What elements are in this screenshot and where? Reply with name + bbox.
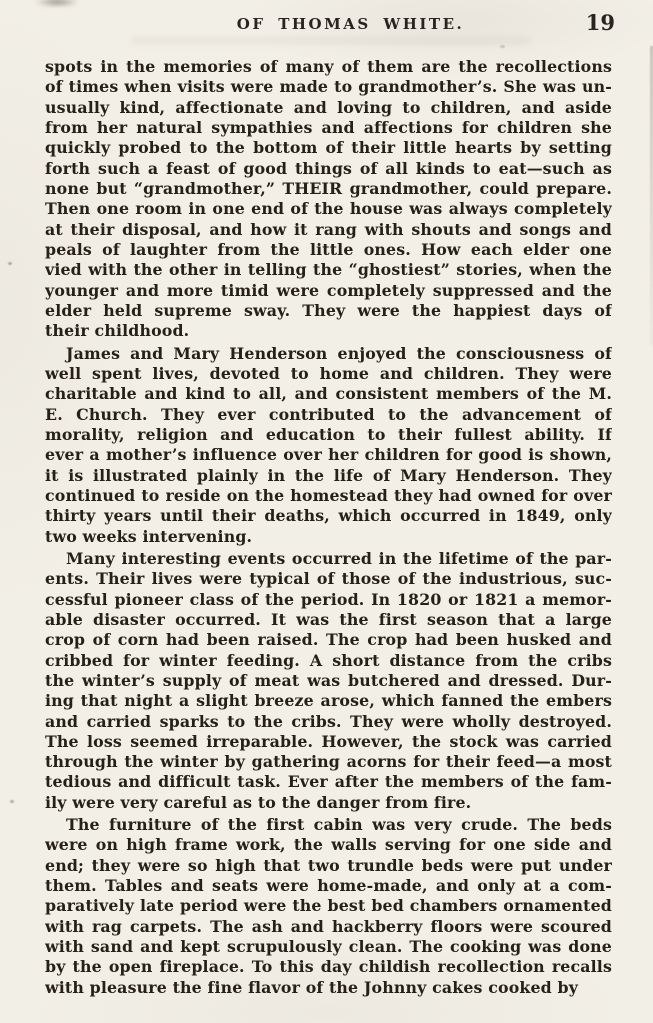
text-line: it is illustrated plainly in the life of Mary Henderson. They — [45, 465, 612, 485]
text-line: Then one room in one end of the house was always completely — [45, 199, 612, 219]
text-line: The furniture of the first cabin was very crude. The beds — [66, 815, 612, 835]
text-line: and carried sparks to the cribs. They were wholly destroyed. — [45, 711, 612, 731]
text-line: continued to reside on the homestead they had owned for over — [45, 485, 612, 505]
paragraph — [45, 57, 612, 342]
text-line: charitable and kind to all, and consistent members of the M. — [45, 384, 612, 404]
text-line: two weeks intervening. — [45, 526, 253, 546]
scan-speck — [10, 800, 14, 803]
page-number: 19 — [585, 10, 615, 35]
text-line: by the open fireplace. To this day childish recollection recalls — [45, 957, 612, 977]
text-line: paratively late period were the best bed chambers ornamented — [45, 896, 612, 916]
scan-speck — [500, 45, 505, 48]
text-line: thirty years until their deaths, which occurred in 1849, only — [45, 506, 612, 526]
text-line: the winter’s supply of meat was butchered and dressed. Dur- — [45, 670, 612, 690]
text-line: spots in the memories of many of them are the recollections — [45, 57, 612, 76]
text-line: quickly probed to the bottom of their little hearts by setting — [45, 138, 612, 158]
text-line: were on high frame work, the walls serving for one side and — [45, 835, 612, 855]
text-line: crop of corn had been raised. The crop had been husked and — [45, 630, 612, 650]
text-line: tedious and difficult task. Ever after the members of the fam- — [45, 772, 612, 792]
text-line: with pleasure the fine flavor of the Johnny cakes cooked by — [45, 977, 579, 997]
text-line: cribbed for winter feeding. A short distance from the cribs — [45, 650, 612, 670]
text-line: of times when visits were made to grandmother’s. She was un- — [45, 77, 612, 97]
text-line: E. Church. They ever contributed to the advancement of — [45, 404, 612, 424]
text-line: none but “grandmother,” THEIR grandmother, could prepare. — [45, 178, 612, 198]
scan-smudge — [34, 0, 80, 7]
text-line: usually kind, affectionate and loving to children, and aside — [45, 97, 612, 117]
text-line: elder held supreme sway. They were the happiest days of — [45, 300, 612, 320]
paragraph — [45, 815, 612, 998]
text-line: with sand and kept scrupulously clean. The cooking was done — [45, 937, 612, 957]
text-line: at their disposal, and how it rang with shouts and songs and — [45, 219, 612, 239]
text-line: them. Tables and seats were home-made, and only at a com- — [45, 876, 612, 896]
running-header — [0, 10, 653, 39]
text-line: from her natural sympathies and affections for children she — [45, 117, 612, 137]
text-line: ever a mother’s influence over her children for good is shown, — [45, 445, 612, 465]
text-line: end; they were so high that two trundle beds were put under — [45, 855, 612, 875]
text-line: ing that night a slight breeze arose, which fanned the embers — [45, 691, 612, 711]
text-line: their childhood. — [45, 321, 190, 341]
paragraph — [45, 549, 612, 813]
scan-speck — [8, 262, 12, 265]
text-line: cessful pioneer class of the period. In 1820 or 1821 a memor- — [45, 589, 612, 609]
text-line: ents. Their lives were typical of those of the industrious, suc- — [45, 569, 612, 589]
text-line: James and Mary Henderson enjoyed the consciousness of — [66, 343, 612, 363]
text-line: Many interesting events occurred in the lifetime of the par- — [66, 548, 612, 568]
text-line: The loss seemed irreparable. However, the stock was carried — [45, 731, 612, 751]
text-line: ily were very careful as to the danger from fire. — [45, 792, 472, 812]
text-line: morality, religion and education to their fullest ability. If — [45, 424, 612, 444]
text-line: with rag carpets. The ash and hackberry floors were scoured — [45, 916, 612, 936]
paragraph — [45, 344, 612, 547]
text-line: through the winter by gathering acorns for their feed—a most — [45, 752, 612, 772]
text-line: well spent lives, devoted to home and children. They were — [45, 363, 612, 383]
text-block — [45, 57, 612, 998]
running-title: OF THOMAS WHITE. — [236, 15, 465, 33]
text-line: younger and more timid were completely suppressed and the — [45, 280, 612, 300]
text-line: able disaster occurred. It was the first season that a large — [45, 609, 612, 629]
text-line: vied with the other in telling the “ghostiest” stories, when the — [45, 260, 612, 280]
text-line: forth such a feast of good things of all kinds to eat—such as — [45, 158, 612, 178]
text-line: peals of laughter from the little ones. How each elder one — [45, 239, 612, 259]
